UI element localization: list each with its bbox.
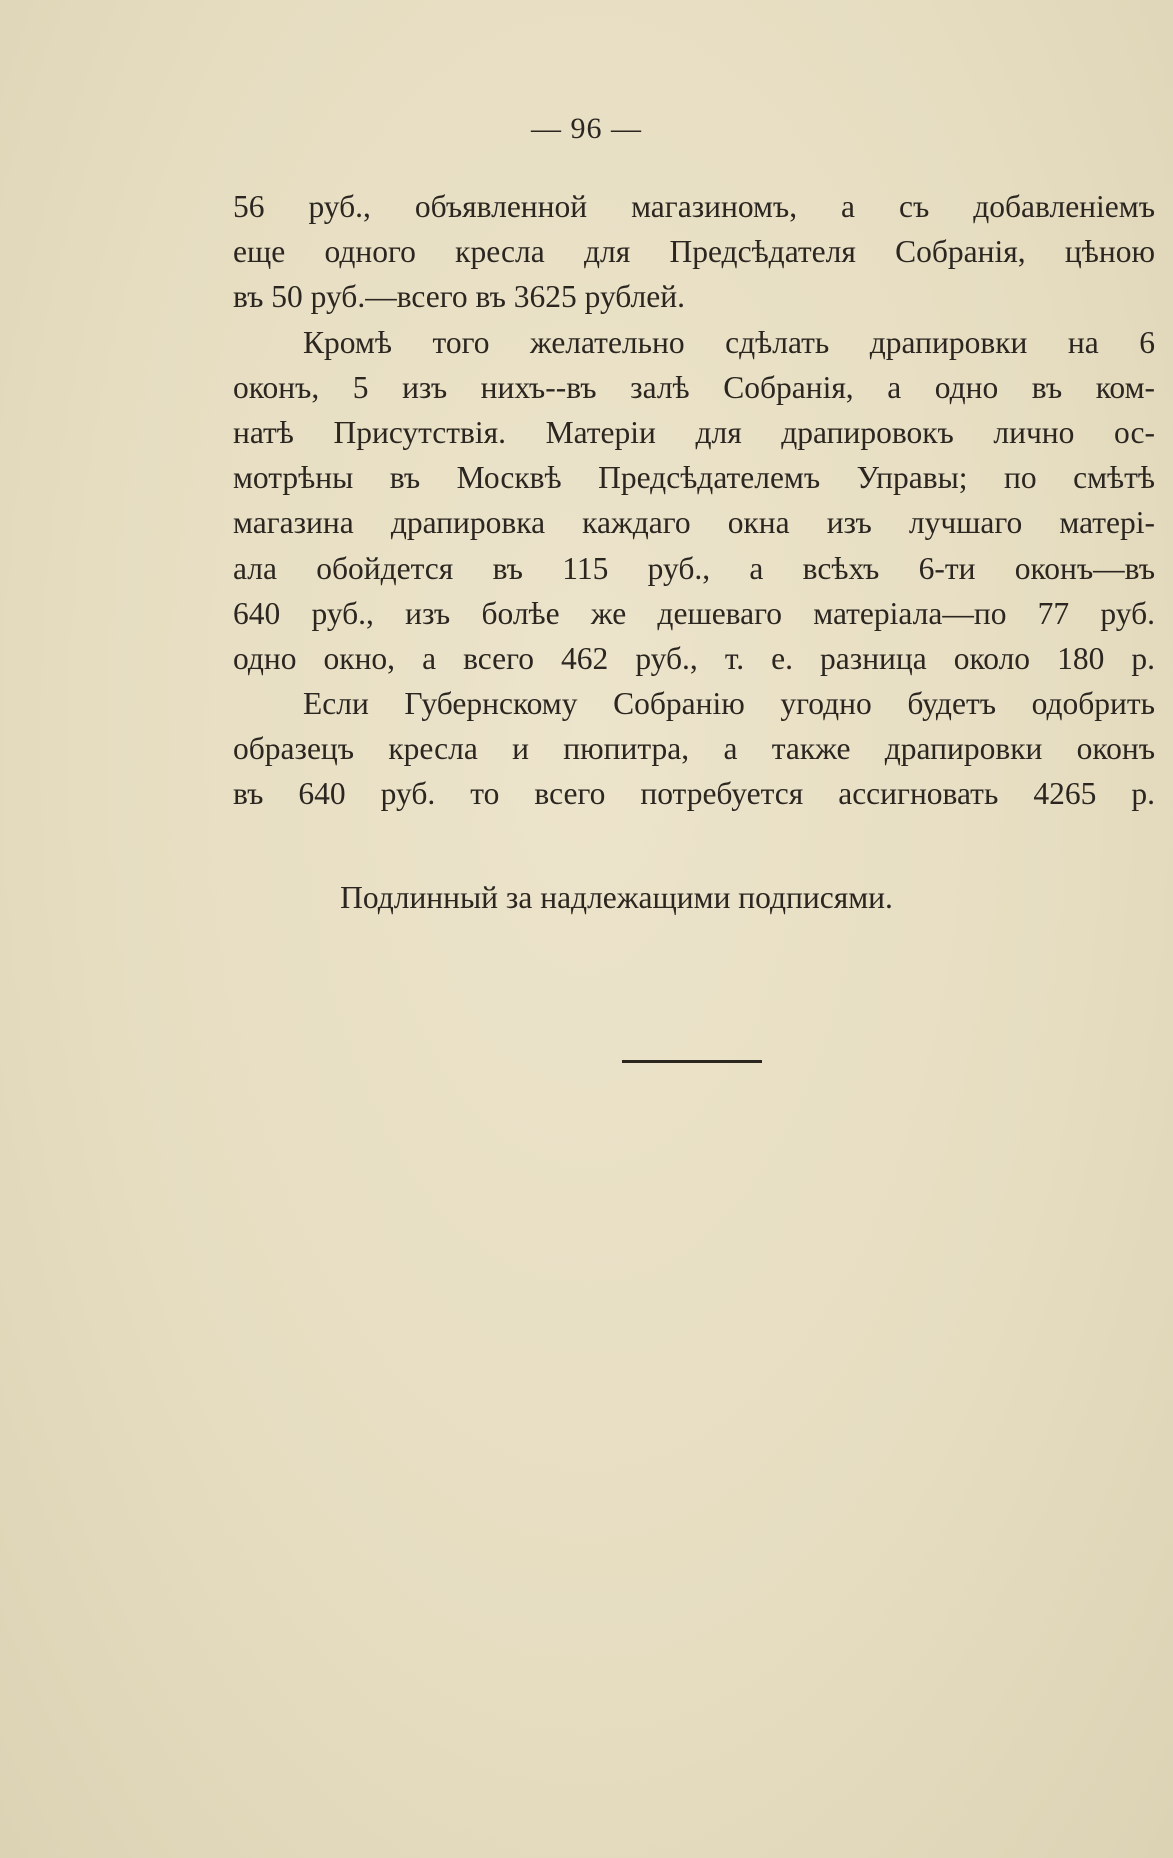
page-number: — 96 —: [531, 112, 642, 145]
text-line: магазина драпировка каждаго окна изъ лучшаго матері-: [233, 505, 1155, 541]
text-line: въ 50 руб.—всего въ 3625 рублей.: [233, 279, 685, 315]
text-line: Если Губернскому Собранію угодно будетъ одобрить: [303, 686, 1155, 722]
text-line: 56 руб., объявленной магазиномъ, а съ добавленіемъ: [233, 189, 1155, 224]
body-text: [233, 184, 1155, 817]
text-line: еще одного кресла для Предсѣдателя Собранія, цѣною: [233, 234, 1155, 270]
text-line: образецъ кресла и пюпитра, а также драпировки оконъ: [233, 731, 1155, 767]
closing-rule: [622, 1060, 762, 1063]
text-line: оконъ, 5 изъ нихъ--въ залѣ Собранія, а одно въ ком-: [233, 369, 1155, 405]
text-line: Кромѣ того желательно сдѣлать драпировки на 6: [303, 324, 1155, 360]
text-line: натѣ Присутствія. Матеріи для драпировокъ лично ос-: [233, 414, 1155, 450]
text-line: мотрѣны въ Москвѣ Предсѣдателемъ Управы; по смѣтѣ: [233, 460, 1155, 496]
text-line: одно окно, а всего 462 руб., т. е. разница около 180 р.: [233, 640, 1155, 676]
text-line: 640 руб., изъ болѣе же дешеваго матеріала—по 77 руб.: [233, 595, 1155, 631]
text-line: ала обойдется въ 115 руб., а всѣхъ 6-ти оконъ—въ: [233, 550, 1155, 586]
signature-note: Подлинный за надлежащими подписями.: [340, 880, 893, 915]
text-line: въ 640 руб. то всего потребуется ассигновать 4265 р.: [233, 776, 1155, 812]
